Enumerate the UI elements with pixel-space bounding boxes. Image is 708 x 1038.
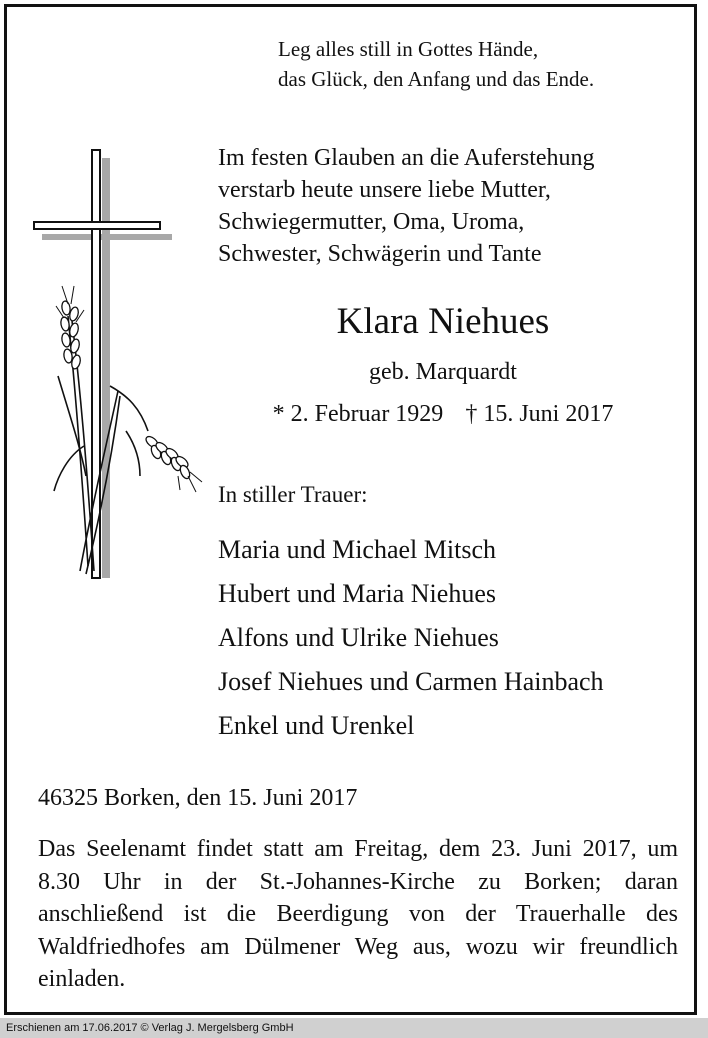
life-dates — [218, 399, 668, 429]
mourning-label: In stiller Trauer: — [218, 482, 368, 507]
intro-line: Im festen Glauben an die Auferstehung — [218, 145, 595, 171]
verse — [278, 34, 594, 94]
place-date: 46325 Borken, den 15. Juni 2017 — [38, 785, 358, 811]
mourner-list — [218, 528, 604, 748]
intro-text — [218, 142, 595, 270]
intro-line: Schwester, Schwägerin und Tante — [218, 241, 542, 267]
death-date: † 15. Juni 2017 — [465, 401, 614, 427]
list-item: Josef Niehues und Carmen Hainbach — [218, 667, 604, 696]
service-text: Das Seelenamt findet statt am Freitag, dem 23. Juni 2017, um 8.30 Uhr in der St.-Johannes-Kirche zu Borken; daran anschließend ist die Beerdigung von der Trauerhalle des Waldfriedhofes am Dülmener Weg aus, wozu wir freundlich einladen. — [38, 836, 678, 992]
verse-line: Leg alles still in Gottes Hände, — [278, 37, 539, 61]
list-item: Maria und Michael Mitsch — [218, 535, 496, 564]
deceased-name: Klara Niehues — [336, 301, 550, 342]
list-item: Hubert und Maria Niehues — [218, 579, 496, 608]
maiden-name: geb. Marquardt — [369, 359, 517, 385]
list-item: Alfons und Ulrike Niehues — [218, 623, 499, 652]
birth-date: * 2. Februar 1929 — [272, 401, 444, 427]
verse-line: das Glück, den Anfang und das Ende. — [278, 67, 595, 91]
intro-line: Schwiegermutter, Oma, Uroma, — [218, 209, 525, 235]
intro-line: verstarb heute unsere liebe Mutter, — [218, 177, 551, 203]
list-item: Enkel und Urenkel — [218, 711, 415, 740]
cross-with-wheat-icon — [28, 146, 208, 586]
publication-footer: Erschienen am 17.06.2017 © Verlag J. Mergelsberg GmbH — [0, 1018, 708, 1038]
